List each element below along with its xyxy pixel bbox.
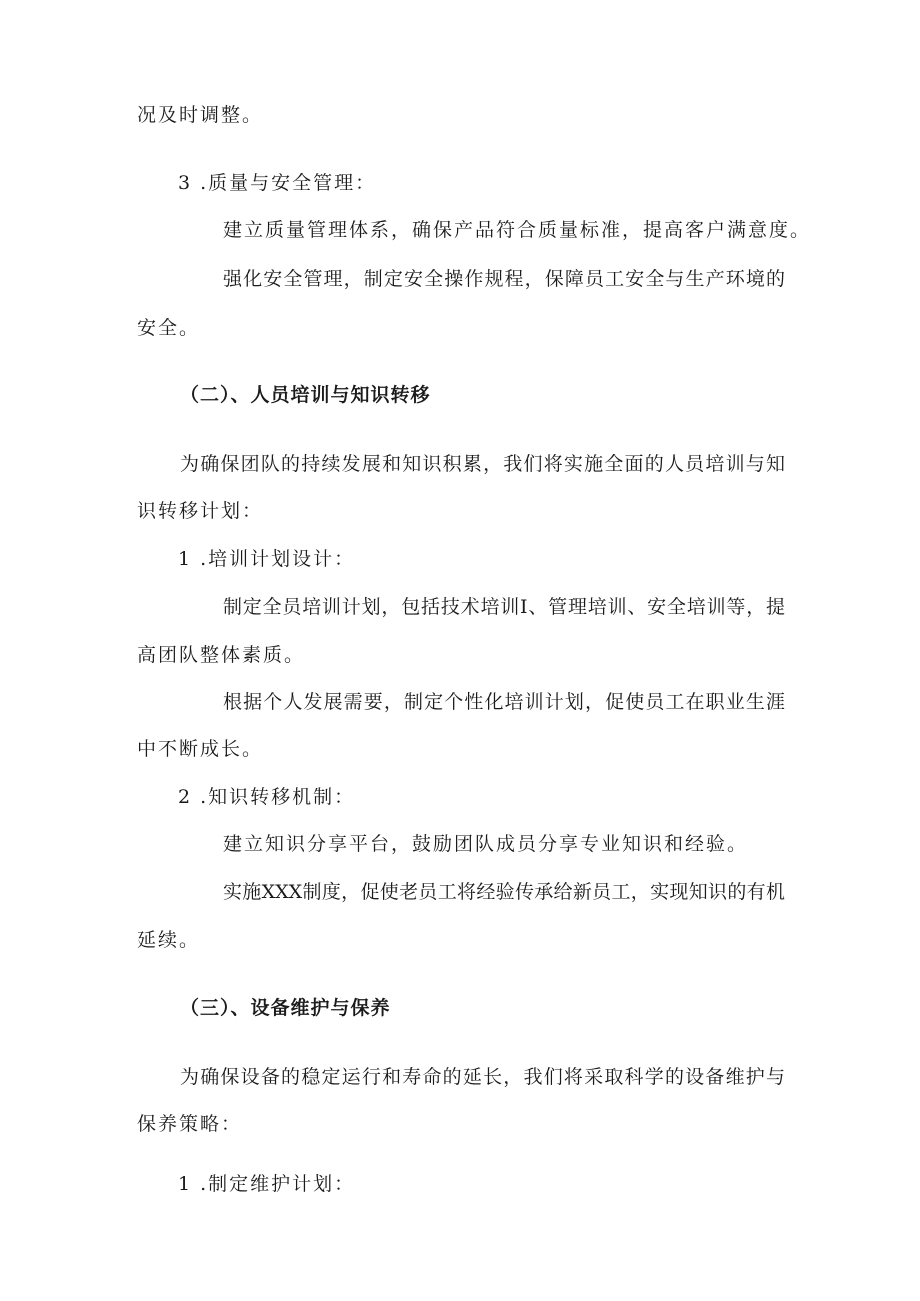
paragraph-line: 为确保设备的稳定运行和寿命的延长，我们将采取科学的设备维护与	[180, 1066, 785, 1088]
list-item-heading: 3 .质量与安全管理：	[178, 172, 377, 194]
list-item-heading: 1 .制定维护计划：	[178, 1173, 356, 1195]
list-item-heading: 2 .知识转移机制：	[178, 786, 356, 808]
list-item-heading: 1 .培训计划设计：	[178, 548, 356, 570]
section-heading: （二）、人员培训与知识转移	[180, 384, 431, 406]
paragraph-line: 安全。	[137, 317, 201, 339]
paragraph-line: 制定全员培训计划，包括技术培训I、管理培训、安全培训等，提	[223, 596, 785, 618]
section-heading: （三）、设备维护与保养	[180, 997, 391, 1019]
paragraph-line: 为确保团队的持续发展和知识积累，我们将实施全面的人员培训与知	[180, 453, 785, 475]
paragraph-line: 根据个人发展需要，制定个性化培训计划，促使员工在职业生涯	[223, 691, 785, 713]
paragraph-line: 保养策略：	[137, 1113, 243, 1135]
paragraph-line: 识转移计划：	[137, 500, 264, 522]
paragraph-line: 建立质量管理体系，确保产品符合质量标准，提高客户满意度。	[223, 219, 812, 241]
paragraph-line: 况及时调整。	[137, 104, 264, 126]
paragraph-line: 建立知识分享平台，鼓励团队成员分享专业知识和经验。	[223, 833, 749, 855]
paragraph-line: 中不断成长。	[137, 738, 264, 760]
paragraph-line: 高团队整体素质。	[137, 644, 306, 666]
paragraph-line: 强化安全管理，制定安全操作规程，保障员工安全与生产环境的	[223, 268, 785, 290]
paragraph-line: 延续。	[137, 929, 201, 951]
paragraph-line: 实施XXX制度，促使老员工将经验传承给新员工，实现知识的有机	[223, 881, 785, 903]
